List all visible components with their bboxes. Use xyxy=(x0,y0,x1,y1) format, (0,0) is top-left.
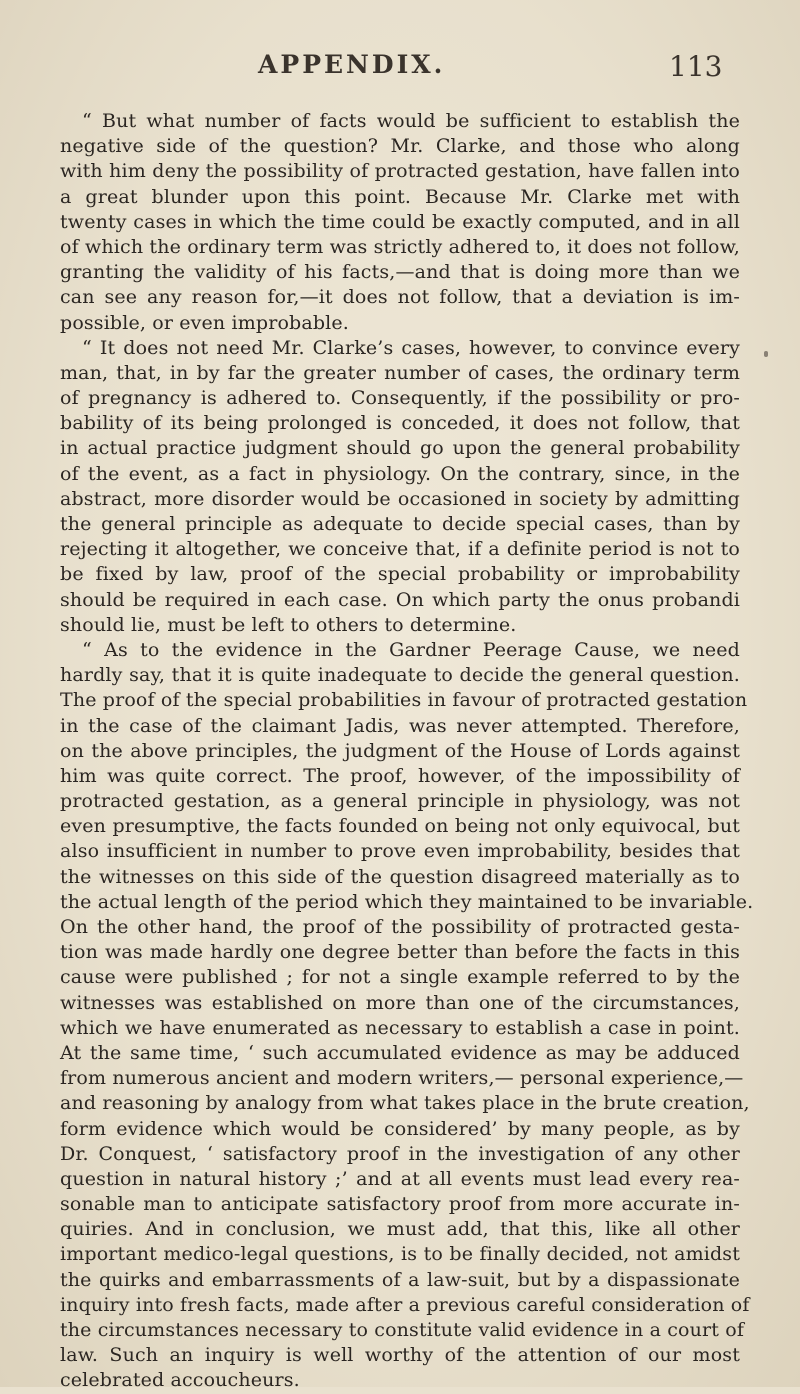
text-line: should be required in each case. On which party the onus probandi xyxy=(60,588,740,611)
text-line: should lie, must be left to others to determine. xyxy=(60,613,517,636)
text-line: “ It does not need Mr. Clarke’s cases, however, to convince every xyxy=(82,336,740,359)
text-line: granting the validity of his facts,—and that is doing more than we xyxy=(60,261,740,284)
text-line: law. Such an inquiry is well worthy of the attention of our most xyxy=(60,1344,740,1367)
text-line: from numerous ancient and modern writers,— personal experience,— xyxy=(60,1067,744,1090)
text-line: quiries. And in conclusion, we must add, that this, like all other xyxy=(60,1218,740,1241)
text-line: protracted gestation, as a general principle in physiology, was not xyxy=(60,790,740,813)
text-line: question in natural history ;’ and at all events must lead every rea- xyxy=(60,1167,740,1190)
text-line: important medico-legal questions, is to be finally decided, not amidst xyxy=(60,1243,740,1266)
text-line: the quirks and embarrassments of a law-suit, but by a dispassionate xyxy=(60,1268,740,1291)
text-line: abstract, more disorder would be occasioned in society by admitting xyxy=(60,487,740,510)
text-line: negative side of the question? Mr. Clarke, and those who along xyxy=(60,135,740,158)
text-line: which we have enumerated as necessary to establish a case in point. xyxy=(60,1016,740,1039)
text-line: At the same time, ‘ such accumulated evidence as may be adduced xyxy=(60,1041,740,1064)
text-line: “ As to the evidence in the Gardner Peerage Cause, we need xyxy=(82,638,740,661)
text-line: in the case of the claimant Jadis, was never attempted. Therefore, xyxy=(60,714,740,737)
text-line: be fixed by law, proof of the special probability or improbability xyxy=(60,563,740,586)
text-line: sonable man to anticipate satisfactory proof from more accurate in- xyxy=(60,1193,740,1216)
body-text xyxy=(60,109,754,1394)
text-line: On the other hand, the proof of the possibility of protracted gesta- xyxy=(60,916,740,938)
page-header xyxy=(0,50,800,84)
text-line: celebrated accoucheurs. xyxy=(60,1369,300,1392)
paper-speck xyxy=(764,351,768,357)
text-line: Dr. Conquest, ‘ satisfactory proof in the investigation of any other xyxy=(60,1142,740,1165)
text-line: with him deny the possibility of protracted gestation, have fallen into xyxy=(60,160,740,183)
text-line: can see any reason for,—it does not follow, that a deviation is im- xyxy=(60,286,740,309)
text-line: witnesses was established on more than one of the circumstances, xyxy=(60,991,740,1014)
text-line: the witnesses on this side of the question disagreed materially as to xyxy=(60,865,740,888)
text-line: even presumptive, the facts founded on being not only equivocal, but xyxy=(60,815,740,838)
text-line: also insufficient in number to prove even improbability, besides that xyxy=(60,840,740,863)
text-line: man, that, in by far the greater number of cases, the ordinary term xyxy=(60,361,740,384)
text-line: inquiry into fresh facts, made after a previous careful consideration of xyxy=(60,1293,750,1316)
text-line: rejecting it altogether, we conceive that, if a definite period is not to xyxy=(60,538,740,561)
text-line: him was quite correct. The proof, however, of the impossibility of xyxy=(60,764,740,787)
text-line: The proof of the special probabilities in favour of protracted gestation xyxy=(60,689,748,712)
text-line: the circumstances necessary to constitute valid evidence in a court of xyxy=(60,1319,745,1341)
text-line: cause were published ; for not a single example referred to by the xyxy=(60,966,740,989)
text-line: the actual length of the period which they maintained to be invariable. xyxy=(60,890,754,913)
page-number: 113 xyxy=(669,50,723,83)
text-line: and reasoning by analogy from what takes place in the brute creation, xyxy=(60,1092,750,1115)
text-line: a great blunder upon this point. Because Mr. Clarke met with xyxy=(60,185,740,208)
text-line: hardly say, that it is quite inadequate to decide the general question. xyxy=(60,664,740,687)
text-line: form evidence which would be considered’ by many people, as by xyxy=(60,1117,740,1140)
text-line: twenty cases in which the time could be exactly computed, and in all xyxy=(60,210,740,233)
text-line: “ But what number of facts would be sufficient to establish the xyxy=(82,110,740,132)
text-line: of which the ordinary term was strictly adhered to, it does not follow, xyxy=(60,235,740,258)
text-line: the general principle as adequate to decide special cases, than by xyxy=(60,513,740,535)
text-line: bability of its being prolonged is conceded, it does not follow, that xyxy=(60,412,740,435)
text-line: of pregnancy is adhered to. Consequently, if the possibility or pro- xyxy=(60,387,740,410)
text-line: tion was made hardly one degree better than before the facts in this xyxy=(60,941,740,964)
text-line: on the above principles, the judgment of the House of Lords against xyxy=(60,739,740,762)
running-title: APPENDIX. xyxy=(258,50,446,79)
text-line: possible, or even improbable. xyxy=(60,311,349,334)
text-line: of the event, as a fact in physiology. On the contrary, since, in the xyxy=(60,462,740,485)
text-line: in actual practice judgment should go upon the general probability xyxy=(60,437,740,460)
